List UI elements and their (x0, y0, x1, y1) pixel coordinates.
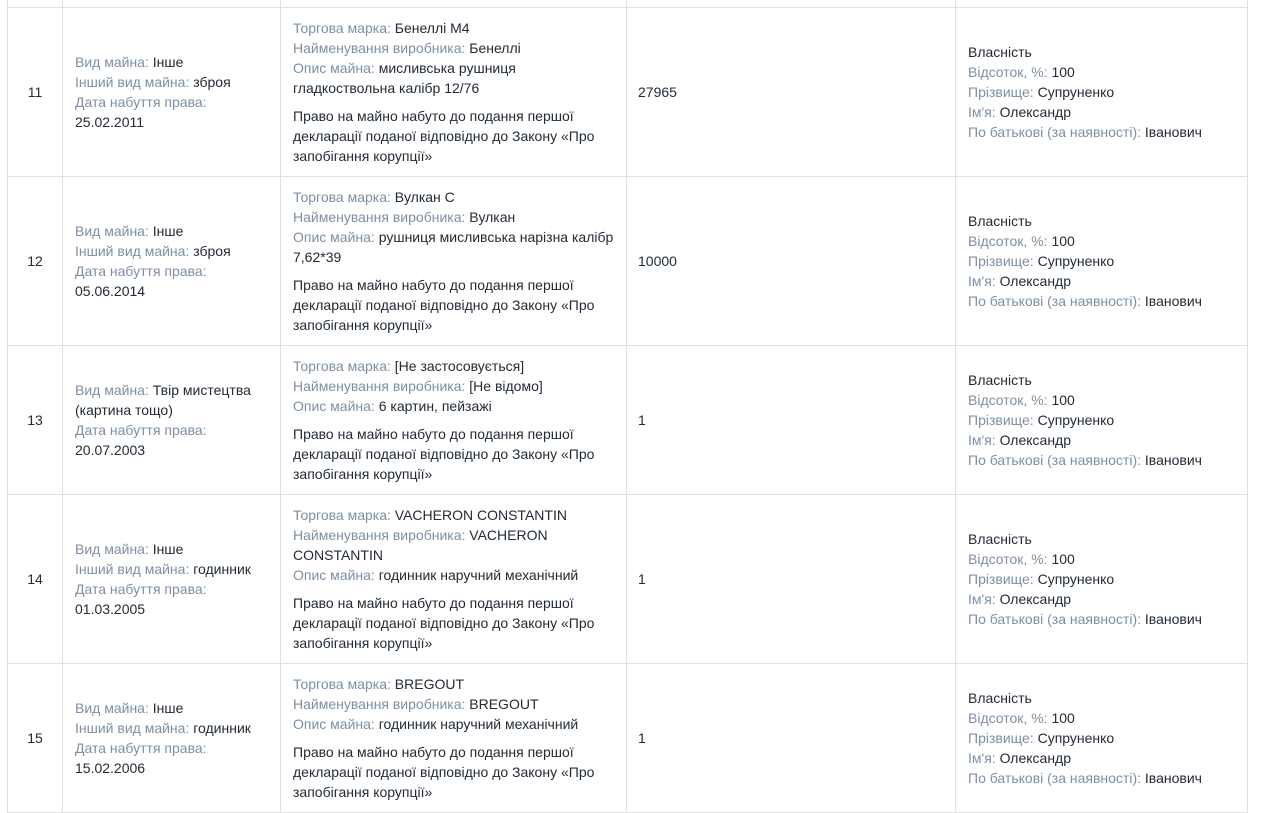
field-value: [Не застосовується] (394, 357, 525, 374)
field-label: Дата набуття права: (75, 739, 207, 756)
field-value: Інше (152, 540, 184, 557)
field (75, 420, 276, 460)
field-value: годинник (193, 560, 251, 577)
declaration-table-container (7, 0, 1248, 813)
field (968, 430, 1237, 450)
field (75, 539, 276, 559)
field (968, 569, 1237, 589)
field-label: Відсоток, %: (968, 391, 1048, 408)
field-value: годинник наручний механічний (378, 566, 579, 583)
field-value: 100 (1051, 550, 1075, 567)
field-value: зброя (193, 73, 231, 90)
field-value: Супруненко (1037, 83, 1115, 100)
field-label: Відсоток, %: (968, 709, 1048, 726)
partial-cell (281, 0, 627, 7)
field-label: Опис майна: (293, 566, 375, 583)
field (293, 58, 616, 98)
field-value: Інше (152, 222, 184, 239)
field-label: Торгова марка: (293, 506, 391, 523)
ownership-type: Власність (968, 212, 1032, 229)
property-description-cell (281, 176, 627, 345)
table-row-13 (8, 345, 1248, 494)
field (293, 694, 616, 714)
table-row-14 (8, 494, 1248, 663)
field-label: Найменування виробника: (293, 39, 466, 56)
field-label: Прізвище: (968, 252, 1034, 269)
valuation-cell: 1 (627, 663, 956, 812)
field-value: BREGOUT (394, 675, 465, 692)
field-value: 05.06.2014 (75, 282, 146, 299)
field (293, 38, 616, 58)
row-number: 15 (8, 663, 63, 812)
ownership-rights-cell (956, 494, 1248, 663)
field-value: мисливська рушниця гладкоствольна калібр 12/76 (293, 59, 516, 96)
partial-cell (63, 0, 281, 7)
partial-cell (956, 0, 1248, 7)
field-value: Твір мистецтва (картина тощо) (75, 381, 251, 418)
acquired-before-law-note: Право на майно набуто до подання першої декларації поданої відповідно до Закону «Про запобігання корупції» (293, 425, 595, 482)
field (968, 609, 1237, 629)
field (75, 92, 276, 132)
field-label: Дата набуття права: (75, 93, 207, 110)
acquired-before-law-note: Право на майно набуто до подання першої декларації поданої відповідно до Закону «Про запобігання корупції» (293, 276, 595, 333)
field-value: Іванович (1144, 292, 1202, 309)
field-label: Вид майна: (75, 540, 149, 557)
field-value: годинник наручний механічний (378, 715, 579, 732)
field (75, 698, 276, 718)
field-value: Інше (152, 53, 184, 70)
field (293, 18, 616, 38)
field (293, 376, 616, 396)
field-label: Вид майна: (75, 222, 149, 239)
row-number: 12 (8, 176, 63, 345)
property-type-cell (63, 494, 281, 663)
table-row-partial (8, 0, 1248, 7)
field-value: 6 картин, пейзажі (378, 397, 492, 414)
field-label: Торгова марка: (293, 188, 391, 205)
field (75, 72, 276, 92)
field-value: годинник (193, 719, 251, 736)
field (968, 62, 1237, 82)
field-value: Олександр (999, 749, 1072, 766)
field (968, 251, 1237, 271)
property-type-cell (63, 345, 281, 494)
ownership-rights-cell (956, 7, 1248, 176)
field-label: Найменування виробника: (293, 526, 466, 543)
field (75, 380, 276, 420)
ownership-type: Власність (968, 43, 1032, 60)
field-label: Найменування виробника: (293, 377, 466, 394)
table-row-15 (8, 663, 1248, 812)
field-value: 100 (1051, 63, 1075, 80)
field-label: Ім'я: (968, 431, 996, 448)
field-value: рушниця мисливська нарізна калібр 7,62*39 (293, 228, 614, 265)
field-value: [Не відомо] (469, 377, 543, 394)
field (968, 390, 1237, 410)
property-type-cell (63, 663, 281, 812)
field-label: Дата набуття права: (75, 580, 207, 597)
field-value: Бенеллі (469, 39, 521, 56)
acquired-before-law-note: Право на майно набуто до подання першої декларації поданої відповідно до Закону «Про запобігання корупції» (293, 107, 595, 164)
field-label: Інший вид майна: (75, 560, 190, 577)
field-value: Супруненко (1037, 729, 1115, 746)
field-label: Найменування виробника: (293, 695, 466, 712)
field-label: Дата набуття права: (75, 262, 207, 279)
valuation-cell: 1 (627, 345, 956, 494)
field-value: VACHERON CONSTANTIN (293, 526, 548, 563)
field-value: Олександр (999, 103, 1072, 120)
acquired-before-law-note: Право на майно набуто до подання першої декларації поданої відповідно до Закону «Про запобігання корупції» (293, 743, 595, 800)
row-number: 14 (8, 494, 63, 663)
field-label: Прізвище: (968, 729, 1034, 746)
table-row-11 (8, 7, 1248, 176)
field (968, 768, 1237, 788)
field-value: Іванович (1144, 123, 1202, 140)
field-value: 100 (1051, 232, 1075, 249)
field-value: VACHERON CONSTANTIN (394, 506, 567, 523)
field (75, 261, 276, 301)
field-label: Прізвище: (968, 411, 1034, 428)
valuation-cell: 1 (627, 494, 956, 663)
field-value: Олександр (999, 272, 1072, 289)
field-value: Іванович (1144, 610, 1202, 627)
field-label: Дата набуття права: (75, 421, 207, 438)
field-label: Опис майна: (293, 228, 375, 245)
field (293, 505, 616, 525)
field (968, 708, 1237, 728)
row-number: 13 (8, 345, 63, 494)
ownership-rights-cell (956, 345, 1248, 494)
field (75, 221, 276, 241)
property-type-cell (63, 7, 281, 176)
field-label: Ім'я: (968, 272, 996, 289)
field-label: Вид майна: (75, 53, 149, 70)
declaration-property-table (7, 0, 1248, 813)
valuation-cell: 10000 (627, 176, 956, 345)
field-label: Інший вид майна: (75, 242, 190, 259)
valuation-cell: 27965 (627, 7, 956, 176)
field (968, 82, 1237, 102)
field-value: 01.03.2005 (75, 600, 146, 617)
field-label: Опис майна: (293, 715, 375, 732)
field (75, 559, 276, 579)
field (293, 396, 616, 416)
field-value: Іванович (1144, 451, 1202, 468)
field-value: 100 (1051, 709, 1075, 726)
acquired-before-law-note: Право на майно набуто до подання першої декларації поданої відповідно до Закону «Про запобігання корупції» (293, 594, 595, 651)
field-label: Торгова марка: (293, 19, 391, 36)
field-label: Торгова марка: (293, 675, 391, 692)
field-label: Відсоток, %: (968, 232, 1048, 249)
field-value: Вулкан (469, 208, 516, 225)
field (968, 589, 1237, 609)
field-value: BREGOUT (469, 695, 539, 712)
property-type-cell (63, 176, 281, 345)
ownership-rights-cell (956, 176, 1248, 345)
field (968, 231, 1237, 251)
field-label: Вид майна: (75, 699, 149, 716)
field (293, 714, 616, 734)
field-label: Ім'я: (968, 103, 996, 120)
field-label: Торгова марка: (293, 357, 391, 374)
field-label: Інший вид майна: (75, 719, 190, 736)
field (75, 738, 276, 778)
field (75, 718, 276, 738)
field-value: Іванович (1144, 769, 1202, 786)
field (968, 291, 1237, 311)
property-description-cell (281, 494, 627, 663)
field-value: зброя (193, 242, 231, 259)
field-label: Найменування виробника: (293, 208, 466, 225)
field (293, 227, 616, 267)
field-label: Інший вид майна: (75, 73, 190, 90)
field-value: Олександр (999, 590, 1072, 607)
field-label: По батькові (за наявності): (968, 610, 1142, 627)
field-label: Прізвище: (968, 570, 1034, 587)
field-label: По батькові (за наявності): (968, 451, 1142, 468)
partial-cell (627, 0, 956, 7)
property-description-cell (281, 663, 627, 812)
field-value: Вулкан С (394, 188, 455, 205)
field (968, 728, 1237, 748)
field-value: Супруненко (1037, 411, 1115, 428)
field-label: По батькові (за наявності): (968, 292, 1142, 309)
ownership-type: Власність (968, 371, 1032, 388)
field (75, 241, 276, 261)
field (293, 207, 616, 227)
field (968, 450, 1237, 470)
field-label: Ім'я: (968, 749, 996, 766)
field-label: Вид майна: (75, 381, 149, 398)
field (968, 271, 1237, 291)
partial-cell (8, 0, 63, 7)
field (293, 525, 616, 565)
field-value: Супруненко (1037, 570, 1115, 587)
ownership-rights-cell (956, 663, 1248, 812)
field-label: По батькові (за наявності): (968, 769, 1142, 786)
field (968, 122, 1237, 142)
field (968, 748, 1237, 768)
field (293, 356, 616, 376)
field-label: Прізвище: (968, 83, 1034, 100)
field-value: Олександр (999, 431, 1072, 448)
field (75, 52, 276, 72)
field-value: 25.02.2011 (75, 113, 145, 130)
field-value: 20.07.2003 (75, 441, 146, 458)
field-value: 100 (1051, 391, 1075, 408)
field-value: 15.02.2006 (75, 759, 146, 776)
field-label: Опис майна: (293, 59, 375, 76)
field (293, 187, 616, 207)
property-description-cell (281, 7, 627, 176)
field-label: Опис майна: (293, 397, 375, 414)
field (75, 579, 276, 619)
field-value: Інше (152, 699, 184, 716)
field (293, 565, 616, 585)
ownership-type: Власність (968, 689, 1032, 706)
field-label: Відсоток, %: (968, 63, 1048, 80)
table-row-12 (8, 176, 1248, 345)
field-label: Ім'я: (968, 590, 996, 607)
property-description-cell (281, 345, 627, 494)
field (968, 102, 1237, 122)
field-value: Бенеллі М4 (394, 19, 470, 36)
field (968, 549, 1237, 569)
row-number: 11 (8, 7, 63, 176)
field-label: По батькові (за наявності): (968, 123, 1142, 140)
field-value: Супруненко (1037, 252, 1115, 269)
ownership-type: Власність (968, 530, 1032, 547)
field (293, 674, 616, 694)
field-label: Відсоток, %: (968, 550, 1048, 567)
field (968, 410, 1237, 430)
